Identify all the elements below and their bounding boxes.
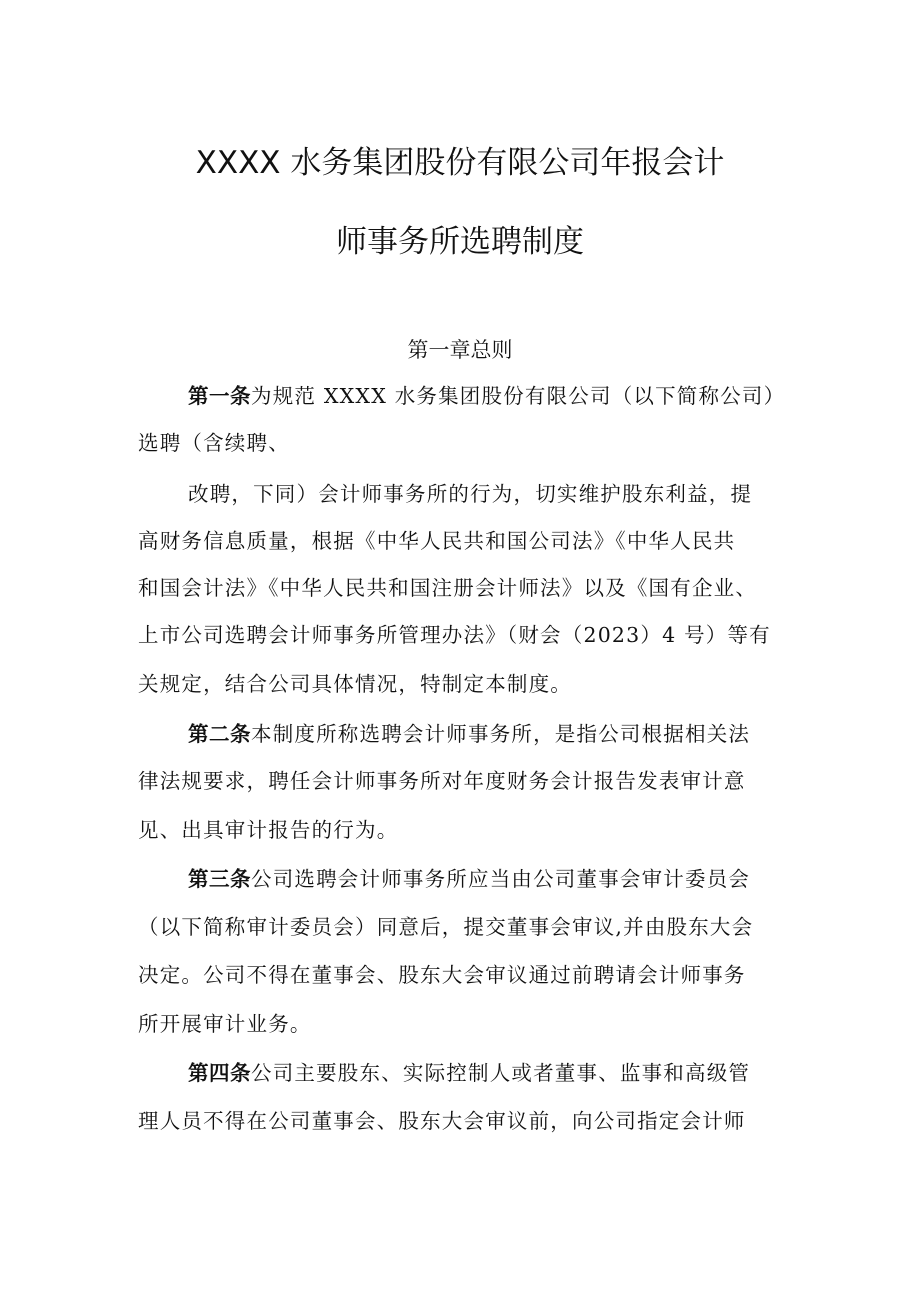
article-4-line-1 [188,1058,798,1088]
article-4-text: 公司主要股东、实际控制人或者董事、监事和高级管 [251,1061,751,1085]
article-3-line-4: 所开展审计业务。 [138,1012,312,1036]
article-3-line-1 [188,864,798,894]
article-1-line-7: 关规定，结合公司具体情况，特制定本制度。 [138,672,572,696]
article-3-text: 公司选聘会计师事务所应当由公司董事会审计委员会 [251,867,751,891]
article-2-line-1 [188,719,798,749]
article-1-label: 第一条 [188,384,251,408]
article-1-line-2: 选聘（含续聘、 [138,431,290,455]
document-title-line-1: XXXX 水务集团股份有限公司年报会计 [195,145,725,181]
article-2-line-2: 律法规要求，聘任会计师事务所对年度财务会计报告发表审计意 [138,769,746,793]
article-2-line-3: 见、出具审计报告的行为。 [138,818,399,842]
article-4-line-2: 理人员不得在公司董事会、股东大会审议前，向公司指定会计师 [138,1109,746,1133]
chapter-heading: 第一章总则 [407,338,513,362]
document-title-line-2: 师事务所选聘制度 [336,224,584,260]
article-1-line-5: 和国会计法》《中华人民共和国注册会计师法》以及《国有企业、 [138,576,758,600]
article-3-line-3: 决定。公司不得在董事会、股东大会审议通过前聘请会计师事务 [138,963,746,987]
article-1-line-1 [188,381,798,411]
article-4-label: 第四条 [188,1061,251,1085]
article-1-line-4: 高财务信息质量，根据《中华人民共和国公司法》《中华人民共 [138,529,736,553]
article-1-text: 为规范 XXXX 水务集团股份有限公司（以下简称公司） [251,384,786,408]
article-3-label: 第三条 [188,867,251,891]
article-2-label: 第二条 [188,722,251,746]
article-1-line-6: 上市公司选聘会计师事务所管理办法》（财会（2023）4 号）等有 [138,623,771,647]
article-2-text: 本制度所称选聘会计师事务所，是指公司根据相关法 [251,722,751,746]
article-1-line-3: 改聘，下同）会计师事务所的行为，切实维护股东利益，提 [188,482,753,506]
article-3-line-2: （以下简称审计委员会）同意后，提交董事会审议,并由股东大会 [138,915,754,939]
